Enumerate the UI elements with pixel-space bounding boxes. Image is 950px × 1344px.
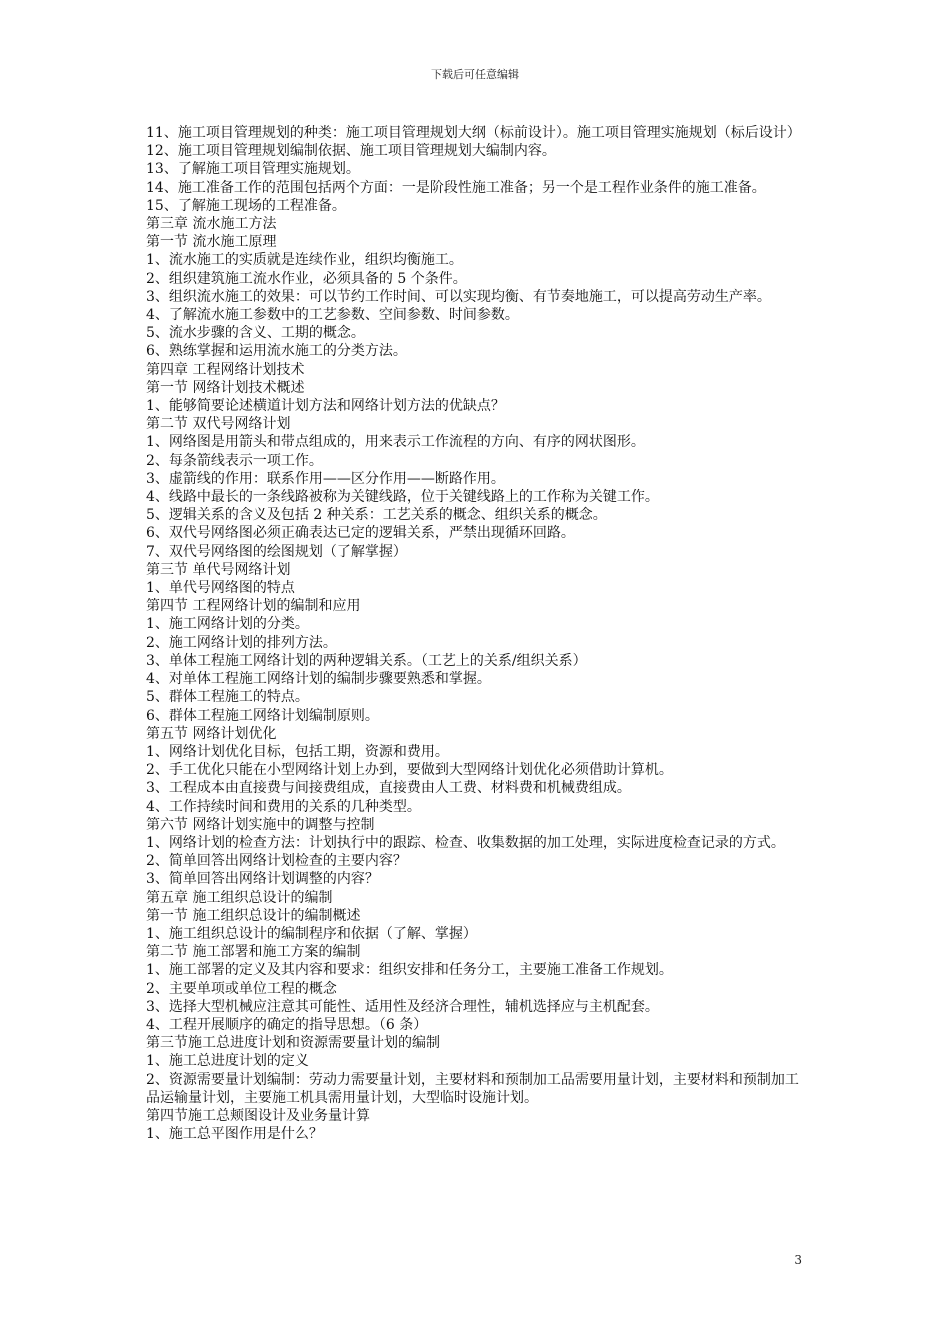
text-line: 第二节 施工部署和施工方案的编制 (146, 944, 361, 961)
document-body (146, 124, 810, 1143)
text-line: 13、了解施工项目管理实施规划。 (146, 161, 360, 178)
text-line: 4、工作持续时间和费用的关系的几种类型。 (146, 798, 421, 815)
text-line: 3、单体工程施工网络计划的两种逻辑关系。（工艺上的关系/组织关系） (146, 652, 587, 669)
text-line: 4、了解流水施工参数中的工艺参数、空间参数、时间参数。 (146, 307, 519, 324)
text-line: 2、资源需要量计划编制：劳动力需要量计划，主要材料和预制加工品需要用量计划，主要材料和预制加工品运输量计划，主要施工机具需用量计划，大型临时设施计划。 (146, 1071, 799, 1106)
text-line: 5、逻辑关系的含义及包括 2 种关系：工艺关系的概念、组织关系的概念。 (146, 507, 607, 524)
text-line: 4、工程开展顺序的确定的指导思想。（6 条） (146, 1016, 428, 1033)
text-line: 第四节 工程网络计划的编制和应用 (146, 598, 361, 615)
text-line: 第三节 单代号网络计划 (146, 561, 291, 578)
text-line: 1、单代号网络图的特点 (146, 580, 295, 597)
text-line: 3、工程成本由直接费与间接费组成，直接费由人工费、材料费和机械费组成。 (146, 780, 631, 797)
text-line: 5、流水步骤的含义、工期的概念。 (146, 325, 365, 342)
text-line: 3、虚箭线的作用：联系作用——区分作用——断路作用。 (146, 470, 505, 487)
text-line: 第二节 双代号网络计划 (146, 416, 291, 433)
text-line: 7、双代号网络图的绘图规划（了解掌握） (146, 543, 407, 560)
text-line: 第四章 工程网络计划技术 (146, 361, 305, 378)
text-line: 第五章 施工组织总设计的编制 (146, 889, 333, 906)
text-line: 2、主要单项或单位工程的概念 (146, 980, 337, 997)
text-line: 第五节 网络计划优化 (146, 725, 277, 742)
text-line: 6、熟练掌握和运用流水施工的分类方法。 (146, 343, 407, 360)
text-line: 4、线路中最长的一条线路被称为关键线路，位于关键线路上的工作称为关键工作。 (146, 489, 659, 506)
text-line: 2、简单回答出网络计划检查的主要内容？ (146, 853, 407, 870)
text-line: 3、组织流水施工的效果：可以节约工作时间、可以实现均衡、有节奏地施工，可以提高劳动生产率。 (146, 288, 771, 305)
text-line: 第三章 流水施工方法 (146, 216, 277, 233)
text-line: 1、能够简要论述横道计划方法和网络计划方法的优缺点？ (146, 398, 505, 415)
text-line: 6、群体工程施工网络计划编制原则。 (146, 707, 379, 724)
text-line: 1、施工组织总设计的编制程序和依据（了解、掌握） (146, 925, 477, 942)
text-line: 11、施工项目管理规划的种类：施工项目管理规划大纲（标前设计）。施工项目管理实施规划（标后设计） (146, 125, 801, 141)
text-line: 第六节 网络计划实施中的调整与控制 (146, 816, 375, 833)
text-line: 1、施工总进度计划的定义 (146, 1053, 309, 1070)
text-line: 1、施工总平图作用是什么？ (146, 1126, 323, 1143)
text-line: 1、网络计划的检查方法：计划执行中的跟踪、检查、收集数据的加工处理，实际进度检查记录的方式。 (146, 834, 785, 851)
text-line: 14、施工准备工作的范围包括两个方面：一是阶段性施工准备；另一个是工程作业条件的施工准备。 (146, 179, 766, 196)
text-line: 1、网络计划优化目标，包括工期，资源和费用。 (146, 743, 449, 760)
text-line: 1、施工网络计划的分类。 (146, 616, 309, 633)
text-line: 1、网络图是用箭头和带点组成的，用来表示工作流程的方向、有序的网状图形。 (146, 434, 645, 451)
text-line: 1、施工部署的定义及其内容和要求：组织安排和任务分工，主要施工准备工作规划。 (146, 962, 673, 979)
page-header: 下载后可任意编辑 (431, 68, 519, 81)
text-line: 第四节施工总颊图设计及业务量计算 (146, 1107, 370, 1124)
text-line: 1、流水施工的实质就是连续作业，组织均衡施工。 (146, 252, 463, 269)
text-line: 6、双代号网络图必须正确表达已定的逻辑关系，严禁出现循环回路。 (146, 525, 575, 542)
text-line: 第三节施工总进度计划和资源需要量计划的编制 (146, 1035, 440, 1052)
text-line: 5、群体工程施工的特点。 (146, 689, 309, 706)
page-number: 3 (794, 1253, 802, 1267)
text-line: 第一节 网络计划技术概述 (146, 379, 305, 396)
text-line: 4、对单体工程施工网络计划的编制步骤要熟悉和掌握。 (146, 671, 491, 688)
text-line: 2、组织建筑施工流水作业，必须具备的 5 个条件。 (146, 270, 467, 287)
text-line: 2、每条箭线表示一项工作。 (146, 452, 323, 469)
text-line: 第一节 流水施工原理 (146, 234, 277, 251)
text-line: 3、简单回答出网络计划调整的内容？ (146, 871, 379, 888)
text-line: 2、手工优化只能在小型网络计划上办到，要做到大型网络计划优化必须借助计算机。 (146, 762, 673, 779)
text-line: 2、施工网络计划的排列方法。 (146, 634, 337, 651)
text-line: 12、施工项目管理规划编制依据、施工项目管理规划大编制内容。 (146, 143, 556, 160)
text-line: 第一节 施工组织总设计的编制概述 (146, 907, 361, 924)
text-line: 3、选择大型机械应注意其可能性、适用性及经济合理性，辅机选择应与主机配套。 (146, 998, 659, 1015)
text-line: 15、了解施工现场的工程准备。 (146, 197, 346, 214)
